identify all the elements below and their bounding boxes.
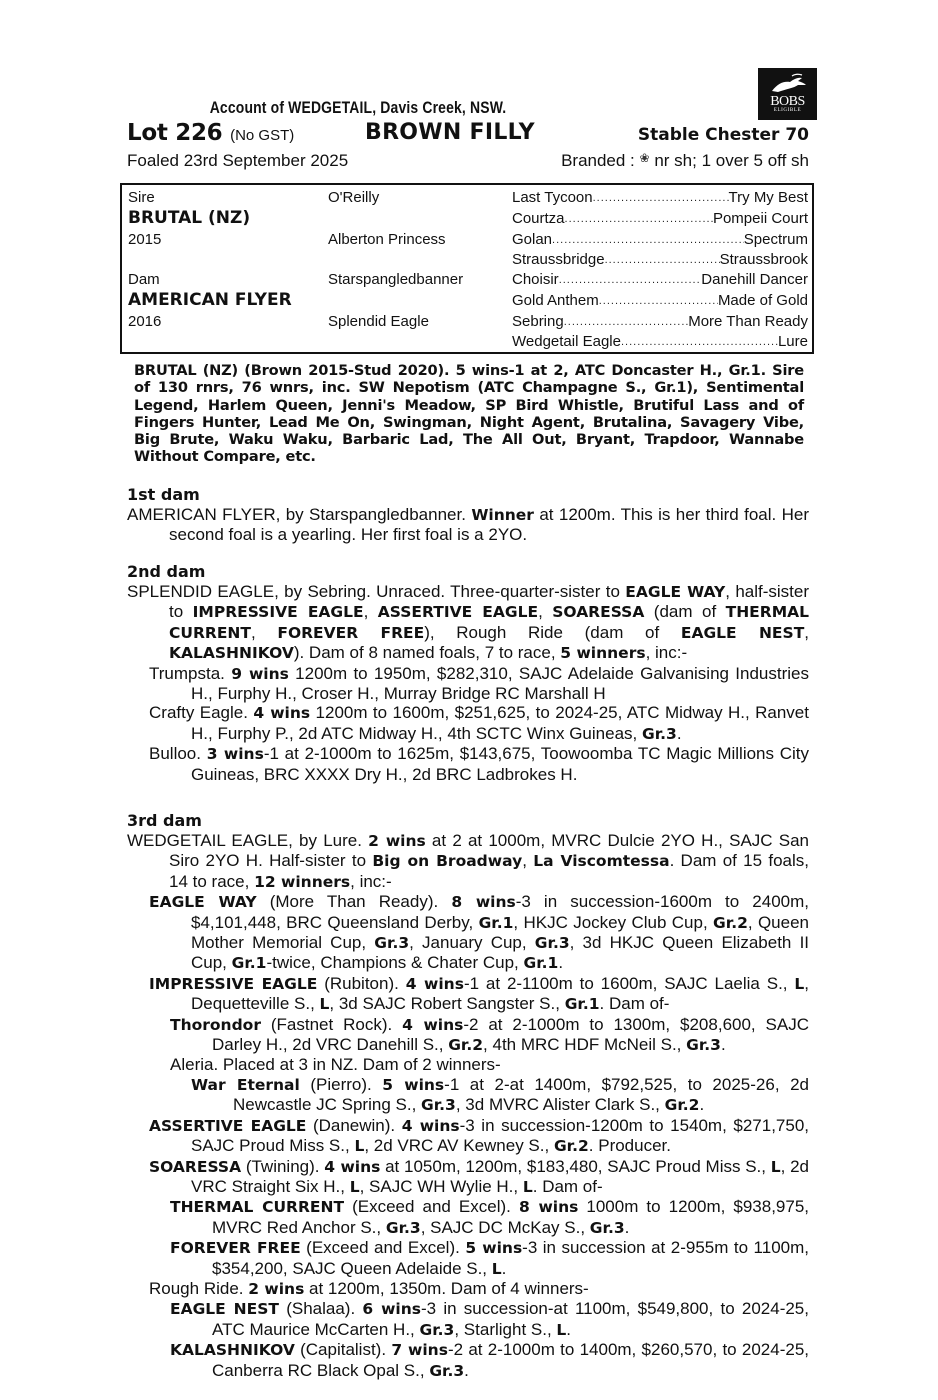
dot-leader xyxy=(565,210,713,228)
bold-run: Gr.3 xyxy=(385,1218,421,1237)
bold-run: Gr.2 xyxy=(713,913,748,932)
bold-run: L xyxy=(770,1157,781,1176)
gen3-right: More Than Ready xyxy=(688,313,808,330)
text-run: , xyxy=(250,622,278,642)
text-run: , half-sister to xyxy=(169,582,810,622)
bold-run: L xyxy=(319,995,330,1014)
text-run: . Dam of- xyxy=(532,1176,603,1196)
gen3-right: Made of Gold xyxy=(717,292,808,309)
dam-label: Dam xyxy=(128,271,160,288)
sire-dam: Alberton Princess xyxy=(328,231,446,248)
text-run: , Starlight S., xyxy=(454,1319,557,1339)
text-run: at 1200m, 1350m. Dam of 4 winners- xyxy=(304,1278,589,1298)
text-run: -1 at 2-1100m to 1600m, SAJC Laelia S., xyxy=(463,973,795,993)
gen3-row xyxy=(512,313,808,331)
text-run: 1200m to 1950m, $282,310, SAJC Adelaide Galvanising Industries H., Furphy H., Croser H., Murray Bridge RC Marshall H xyxy=(191,663,809,704)
bold-run: Gr.1 xyxy=(478,913,514,932)
bold-run: Gr.1 xyxy=(564,995,600,1014)
sire-label: Sire xyxy=(128,189,155,206)
bold-run: Gr.3 xyxy=(429,1361,465,1380)
text-run: -twice, Champions & Chater Cup, xyxy=(266,953,524,973)
dot-leader xyxy=(593,189,729,207)
sire-description: BRUTAL (NZ) (Brown 2015-Stud 2020). 5 wins-1 at 2, ATC Doncaster H., Gr.1. Sire of 130 rnrs, 76 wnrs, inc. SW Nepotism (ATC Champagne S., Gr.1), Sentimental Legend, Harlem Queen, Jenni's Meadow, SP Bird Whistle, Brutiful Lass and of Fingers Hunter, Lead Me On, Swingman, Night Agent, Brutalina, Savagery Vibe, Big Brute, Waku Waku, Barbaric Lad, The All Out, Bryant, Trapdoor, Wannabe Without Compare, etc. xyxy=(134,362,804,466)
pedigree-paragraph xyxy=(127,582,809,664)
section-body xyxy=(127,831,809,1381)
text-run: , xyxy=(363,602,378,622)
horse-head-icon xyxy=(768,73,808,95)
branded-info xyxy=(561,151,809,171)
dot-leader xyxy=(559,271,702,289)
pedigree-paragraph xyxy=(127,505,809,545)
text-run: 1200m to 1600m, $251,625, to 2024-25, ATC Midway H., Ranvet H., Furphy P., 2d ATC Midway H., 4th SCTC Winx Guineas, xyxy=(191,703,809,743)
bold-run: 8 wins xyxy=(518,1198,579,1217)
text-run: -3 in succession-1200m to 1540m, $271,750, SAJC Proud Miss S., xyxy=(191,1115,810,1156)
bold-run: Gr.3 xyxy=(374,934,410,953)
dam-section-1 xyxy=(127,485,809,545)
text-run: (Shalaa). xyxy=(278,1299,363,1319)
dam-section-2 xyxy=(127,562,809,784)
dot-leader xyxy=(564,313,689,331)
text-run: Bulloo. xyxy=(149,744,207,764)
pedigree-paragraph xyxy=(127,1116,809,1157)
text-run: , xyxy=(538,602,553,622)
pedigree-paragraph xyxy=(127,1299,809,1340)
bold-run: L xyxy=(491,1259,502,1278)
bold-run: 5 wins xyxy=(465,1239,523,1258)
text-run: . xyxy=(501,1258,507,1278)
bold-run: 9 wins xyxy=(231,664,289,683)
pedigree-paragraph xyxy=(127,974,809,1015)
text-run: (dam of xyxy=(644,602,726,622)
pedigree-paragraph xyxy=(127,1197,809,1238)
text-run: Crafty Eagle. xyxy=(149,703,254,723)
section-body xyxy=(127,505,809,545)
bold-run: 7 wins xyxy=(391,1341,448,1360)
bold-run: Gr.1 xyxy=(523,954,559,973)
text-run: , 3d MVRC Alister Clark S., xyxy=(455,1095,665,1115)
pedigree-paragraph xyxy=(127,1015,809,1056)
bold-run: L xyxy=(522,1177,533,1196)
bold-run: EAGLE NEST xyxy=(170,1300,279,1319)
pedigree-table xyxy=(120,183,814,354)
bold-run: Gr.3 xyxy=(421,1096,456,1115)
text-run: . xyxy=(464,1360,469,1380)
text-run: (Danewin). xyxy=(306,1115,402,1135)
gen3-left: Wedgetail Eagle xyxy=(512,333,621,350)
account-line: Account of WEDGETAIL, Davis Creek, NSW. xyxy=(209,98,507,117)
bold-run: SOARESSA xyxy=(149,1157,242,1176)
bold-run: 4 wins xyxy=(405,974,464,993)
text-run: , inc:- xyxy=(645,643,688,663)
bold-run: 4 wins xyxy=(401,1116,460,1135)
text-run: ), Rough Ride (dam of xyxy=(424,622,681,642)
bold-run: 2 wins xyxy=(248,1279,305,1298)
bold-run: KALASHNIKOV xyxy=(169,644,294,663)
bold-run: 2 wins xyxy=(368,832,426,850)
logo-sub-text: ELIGIBLE xyxy=(773,108,802,113)
pedigree-paragraph xyxy=(127,1279,809,1299)
gen3-row xyxy=(512,271,808,289)
dam-dam: Splendid Eagle xyxy=(328,313,429,330)
dot-leader xyxy=(605,251,720,269)
sex-colour: BROWN FILLY xyxy=(365,120,535,145)
gen3-row xyxy=(512,333,808,351)
text-run: -1 at 2-at 1400m, $792,525, to 2025-26, 2d Newcastle JC Spring S., xyxy=(233,1074,809,1115)
text-run: , Dequetteville S., xyxy=(191,973,810,1014)
text-run: (Twining). xyxy=(241,1156,325,1176)
bold-run: 8 wins xyxy=(451,893,516,912)
foaled-date: Foaled 23rd September 2025 xyxy=(127,151,349,170)
text-run: -1 at 2-1000m to 1625m, $143,675, Toowoomba TC Magic Millions City Guineas, BRC XXXX Dry H., 2d BRC Ladbrokes H. xyxy=(191,744,810,784)
pedigree-paragraph xyxy=(127,892,809,974)
sire-year: 2015 xyxy=(128,231,162,248)
bold-run: THERMAL CURRENT xyxy=(169,603,809,642)
gen3-left: Golan xyxy=(512,231,553,248)
text-run: . xyxy=(699,1095,705,1115)
bold-run: L xyxy=(794,974,805,993)
branded-label: Branded : xyxy=(561,151,635,170)
pedigree-paragraph xyxy=(127,1340,809,1381)
text-run: SPLENDID EAGLE, by Sebring. Unraced. Three-quarter-sister to xyxy=(127,582,626,601)
bold-run: Gr.2 xyxy=(448,1036,484,1055)
bold-run: ASSERTIVE EAGLE xyxy=(149,1116,307,1135)
section-heading: 2nd dam xyxy=(127,562,206,581)
text-run: . Producer. xyxy=(588,1136,671,1156)
gen3-row xyxy=(512,231,808,249)
gen3-row xyxy=(512,251,808,269)
dot-leader xyxy=(552,231,744,249)
bold-run: EAGLE WAY xyxy=(625,583,726,601)
bold-run: Gr.2 xyxy=(553,1137,589,1156)
pedigree-paragraph xyxy=(127,744,809,784)
bold-run: L xyxy=(349,1177,360,1196)
gen3-right: Lure xyxy=(777,333,808,350)
text-run: , January Cup, xyxy=(409,933,535,953)
bold-run: FOREVER FREE xyxy=(277,623,425,642)
text-run: (Rubiton). xyxy=(317,973,406,993)
section-body xyxy=(127,582,809,784)
gen3-row xyxy=(512,189,808,207)
bold-run: Big on Broadway xyxy=(372,852,523,871)
text-run: (Exceed and Excel). xyxy=(300,1238,466,1258)
bold-run: L xyxy=(354,1137,365,1156)
bold-run: Gr.1 xyxy=(231,954,267,973)
text-run: Aleria. Placed at 3 in NZ. Dam of 2 winners- xyxy=(170,1055,501,1075)
text-run: . xyxy=(720,1035,726,1055)
gen3-right: Pompeii Court xyxy=(712,210,808,227)
text-run: ). Dam of 8 named foals, 7 to race, xyxy=(293,643,561,663)
text-run: , xyxy=(522,851,534,871)
text-run: Trumpsta. xyxy=(149,663,232,683)
lot-header-row xyxy=(127,120,809,150)
text-run: at 1050m, 1200m, $183,480, SAJC Proud Miss S., xyxy=(380,1156,771,1176)
logo-main-text: BOBS xyxy=(770,94,805,109)
gen3-left: Courtza xyxy=(512,210,565,227)
pedigree-paragraph xyxy=(127,1075,809,1116)
gen3-left: Straussbridge xyxy=(512,251,605,268)
lot-label: Lot 226 xyxy=(127,120,223,146)
section-heading: 3rd dam xyxy=(127,811,202,830)
bold-run: 5 winners xyxy=(560,644,646,663)
text-run: , HKJC Jockey Club Cup, xyxy=(513,912,714,932)
bold-run: Gr.2 xyxy=(664,1096,700,1115)
bold-run: KALASHNIKOV xyxy=(170,1341,295,1360)
text-run: , 2d VRC Straight Six H., xyxy=(191,1156,810,1196)
text-run: , 4th MRC HDF McNeil S., xyxy=(483,1035,687,1055)
text-run: Rough Ride. xyxy=(149,1278,249,1298)
text-run: . xyxy=(676,723,682,743)
sire-sire: O'Reilly xyxy=(328,189,380,206)
gen3-left: Gold Anthem xyxy=(512,292,599,309)
gen3-right: Danehill Dancer xyxy=(701,271,808,288)
gen3-row xyxy=(512,292,808,310)
text-run: , SAJC DC McKay S., xyxy=(420,1217,590,1237)
bold-run: 4 wins xyxy=(402,1015,464,1034)
gen3-right: Spectrum xyxy=(743,231,808,248)
pedigree-paragraph xyxy=(127,1055,809,1074)
dam-year: 2016 xyxy=(128,313,162,330)
bold-run: IMPRESSIVE EAGLE xyxy=(149,974,318,993)
text-run: at 2 at 1000m, MVRC Dulcie 2YO H., SAJC San Siro 2YO H. Half-sister to xyxy=(169,831,810,871)
bold-run: SOARESSA xyxy=(552,603,645,622)
bold-run: Gr.3 xyxy=(534,934,570,953)
text-run: (Capitalist). xyxy=(294,1340,392,1360)
text-run: (Exceed and Excel). xyxy=(344,1197,519,1217)
text-run: at 1200m. This is her third foal. Her second foal is a yearling. Her first foal is a 2YO. xyxy=(169,505,809,545)
gen3-left: Sebring xyxy=(512,313,564,330)
text-run: , inc:- xyxy=(350,871,392,891)
text-run: -3 in succession-at 1100m, $549,800, to 2024-25, ATC Maurice McCarten H., xyxy=(212,1299,809,1339)
pedigree-paragraph xyxy=(127,703,809,744)
gen3-left: Choisir xyxy=(512,271,559,288)
text-run: , xyxy=(804,622,809,642)
pedigree-paragraph xyxy=(127,831,809,892)
text-run: -2 at 2-1000m to 1300m, $208,600, SAJC Darley H., 2d VRC Danehill S., xyxy=(212,1014,809,1055)
text-run: . Dam of- xyxy=(599,994,670,1014)
text-run: , 3d SAJC Robert Sangster S., xyxy=(329,994,565,1014)
bold-run: War Eternal xyxy=(191,1075,300,1094)
bold-run: IMPRESSIVE EAGLE xyxy=(192,603,364,622)
text-run: , 3d HKJC Queen Elizabeth II Cup, xyxy=(191,933,810,973)
text-run: . xyxy=(566,1319,572,1339)
pedigree-paragraph xyxy=(127,664,809,704)
bold-run: FOREVER FREE xyxy=(170,1239,301,1258)
text-run: , 2d VRC AV Kewney S., xyxy=(364,1136,554,1156)
bold-run: ASSERTIVE EAGLE xyxy=(377,603,539,622)
bold-run: 5 wins xyxy=(382,1075,445,1094)
bold-run: EAGLE WAY xyxy=(149,893,257,912)
bold-run: Winner xyxy=(471,506,534,524)
stable-location: Stable Chester 70 xyxy=(637,125,809,145)
text-run: -3 in succession-1600m to 2400m, $4,101,448, BRC Queensland Derby, xyxy=(191,892,809,932)
bold-run: 4 wins xyxy=(253,704,311,723)
text-run: 1000m to 1200m, $938,975, MVRC Red Anchor S., xyxy=(212,1197,810,1237)
gen3-row xyxy=(512,210,808,228)
gen3-left: Last Tycoon xyxy=(512,189,593,206)
text-run: , SAJC WH Wylie H., xyxy=(359,1176,523,1196)
gen3-right: Try My Best xyxy=(728,189,808,206)
bold-run: 6 wins xyxy=(362,1300,421,1319)
text-run: -2 at 2-1000m to 1400m, $260,570, to 2024-25, Canberra RC Black Opal S., xyxy=(212,1340,809,1380)
text-run: -3 in succession at 2-955m to 1100m, $354,200, SAJC Queen Adelaide S., xyxy=(212,1238,809,1278)
branded-text: nr sh; 1 over 5 off sh xyxy=(654,151,809,170)
bold-run: 3 wins xyxy=(206,745,264,764)
bold-run: 12 winners xyxy=(254,872,351,891)
pedigree-paragraph xyxy=(127,1157,809,1198)
bold-run: Gr.3 xyxy=(419,1320,455,1339)
section-heading: 1st dam xyxy=(127,485,200,504)
text-run: . xyxy=(558,953,564,973)
bold-run: THERMAL CURRENT xyxy=(170,1198,345,1217)
text-run: , Queen Mother Memorial Cup, xyxy=(191,912,809,953)
text-run: . Dam of 15 foals, 14 to race, xyxy=(169,851,809,891)
bold-run: 4 wins xyxy=(324,1157,381,1176)
dot-leader xyxy=(599,292,718,310)
sire-name: BRUTAL (NZ) xyxy=(128,208,251,228)
bold-run: EAGLE NEST xyxy=(680,623,805,642)
text-run: (Pierro). xyxy=(299,1074,383,1094)
text-run: . xyxy=(624,1217,630,1237)
bold-run: Gr.3 xyxy=(589,1218,625,1237)
text-run: (Fastnet Rock). xyxy=(260,1014,403,1034)
bold-run: Gr.3 xyxy=(641,724,677,743)
bold-run: La Viscomtessa xyxy=(533,852,670,871)
brand-mark-icon: ❀ xyxy=(639,151,650,165)
bold-run: Thorondor xyxy=(170,1015,261,1034)
dam-sire: Starspangledbanner xyxy=(328,271,464,288)
dam-section-3 xyxy=(127,811,809,1381)
text-run: WEDGETAIL EAGLE, by Lure. xyxy=(127,831,369,850)
bobs-eligible-logo xyxy=(758,68,817,120)
bold-run: L xyxy=(556,1320,567,1339)
pedigree-paragraph xyxy=(127,1238,809,1279)
text-run: (More Than Ready). xyxy=(256,892,452,912)
text-run: AMERICAN FLYER, by Starspangledbanner. xyxy=(127,505,472,524)
dam-name: AMERICAN FLYER xyxy=(128,290,292,310)
bold-run: Gr.3 xyxy=(686,1036,721,1055)
dot-leader xyxy=(621,333,778,351)
gst-note: (No GST) xyxy=(230,127,295,144)
gen3-right: Straussbrook xyxy=(719,251,808,268)
lot-number xyxy=(127,120,294,146)
